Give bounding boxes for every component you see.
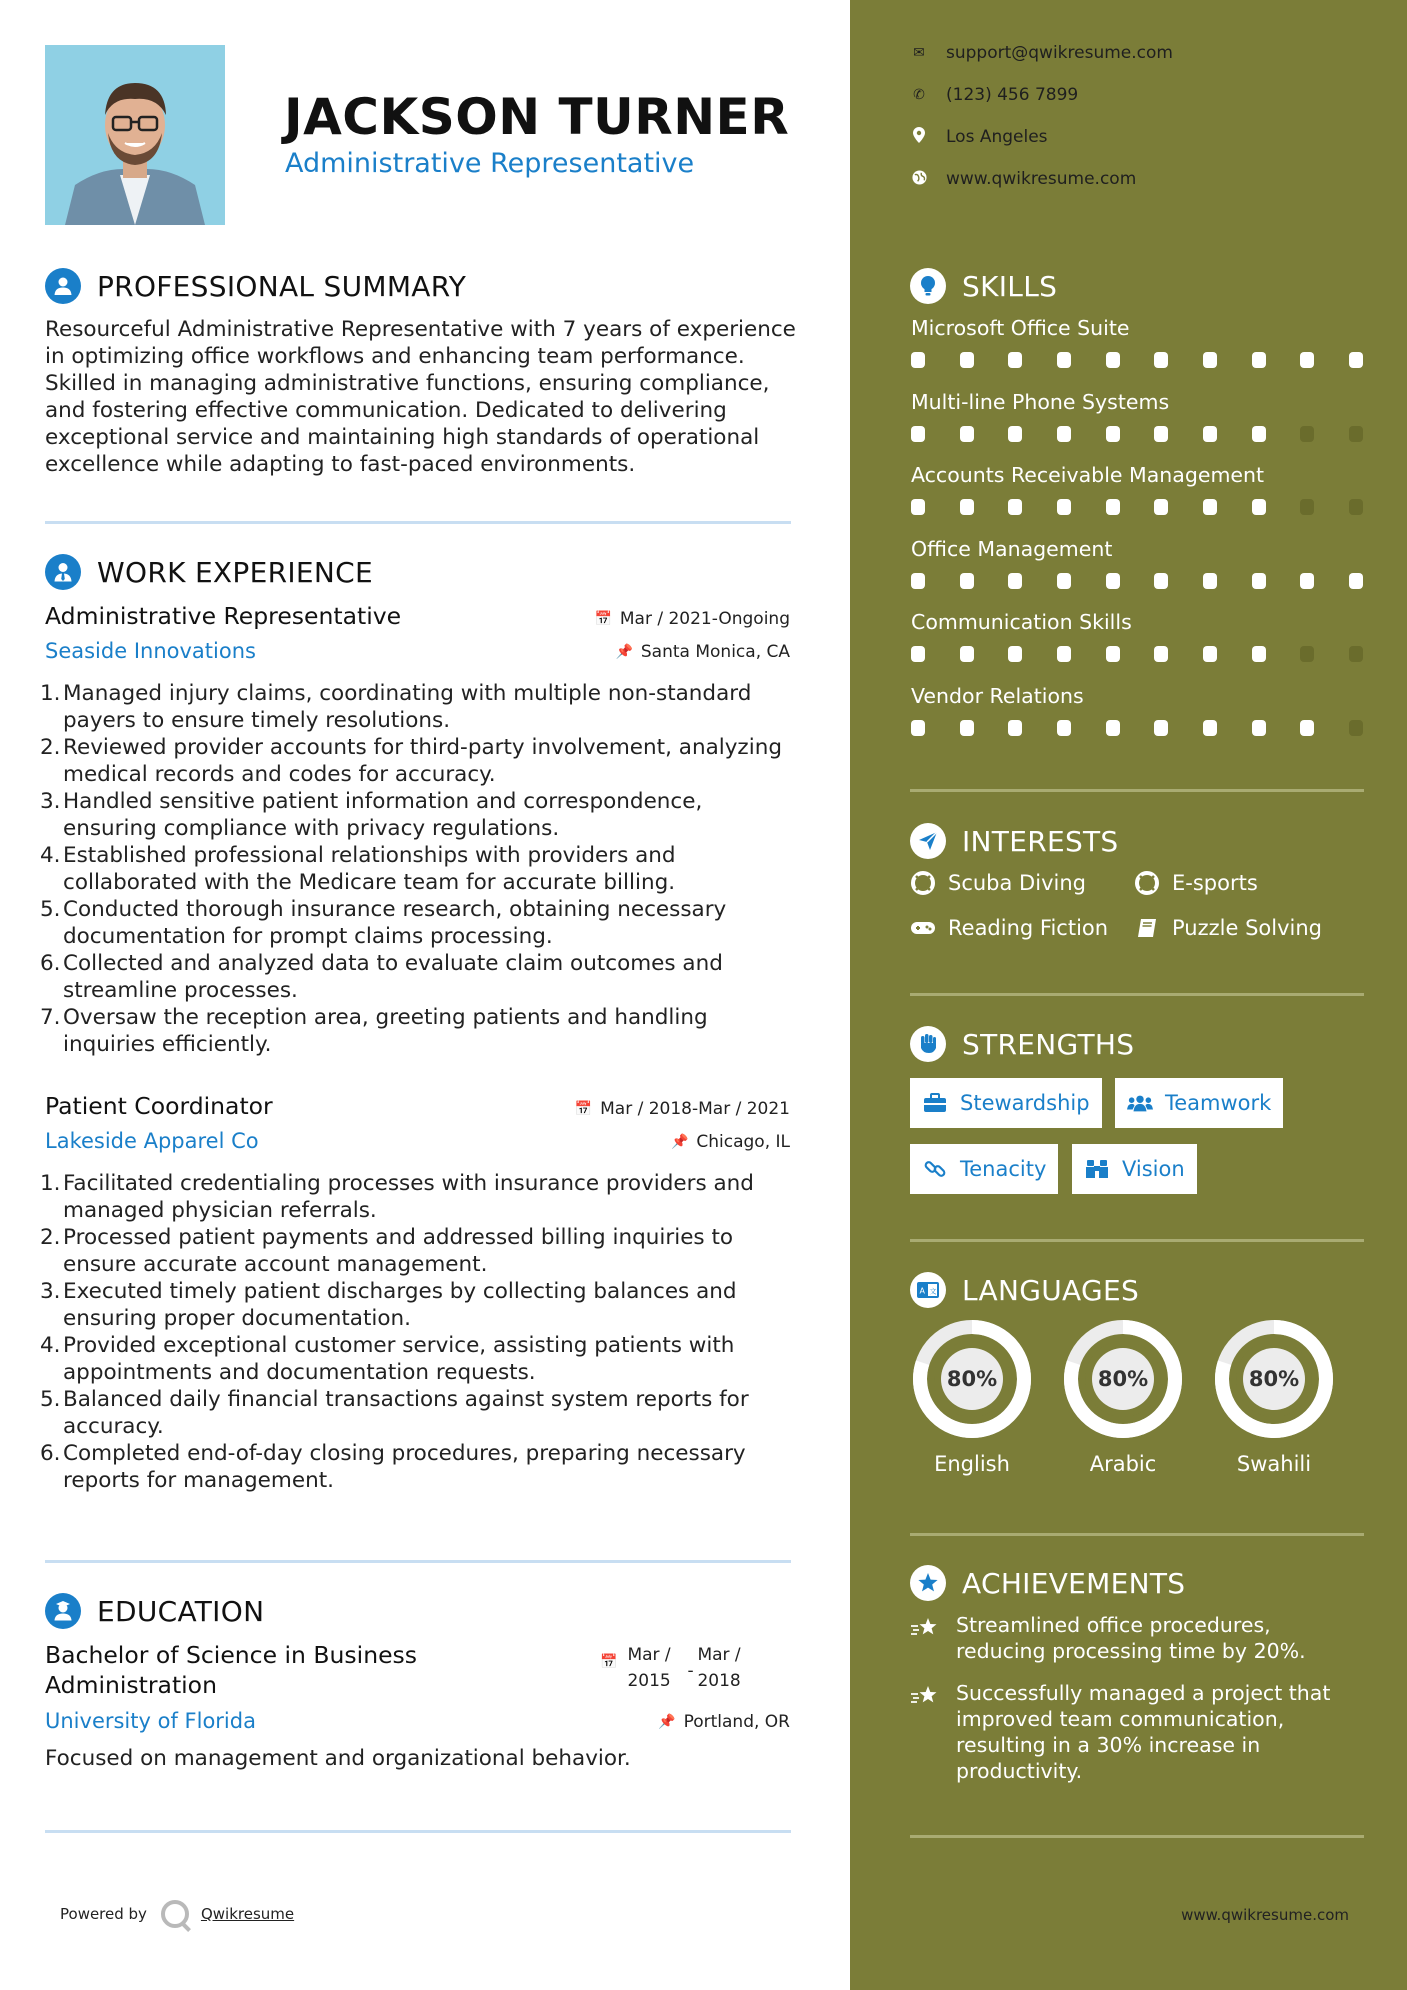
- interests-heading: INTERESTS: [910, 823, 1119, 859]
- rating-dot: [1057, 499, 1071, 515]
- list-item: 3. Handled sensitive patient information and correspondence, ensuring compliance with privacy regulations.: [40, 789, 703, 841]
- skill-name: Communication Skills: [911, 610, 1132, 634]
- life-ring-icon: [1134, 870, 1160, 896]
- user-icon: [45, 268, 81, 304]
- rating-dot: [1349, 573, 1363, 589]
- rating-dot: [1057, 720, 1071, 736]
- rating-dot: [1252, 426, 1266, 442]
- rating-dot: [1203, 499, 1217, 515]
- section-divider: [910, 1239, 1364, 1242]
- pin-icon: 📌: [615, 644, 633, 660]
- rating-dot: [1008, 573, 1022, 589]
- education-note: Focused on management and organizational behavior.: [45, 1746, 631, 1771]
- rating-dot: [1300, 720, 1314, 736]
- life-ring-icon: [910, 870, 936, 896]
- section-divider: [910, 993, 1364, 996]
- calendar-icon: 📅: [594, 611, 612, 627]
- language-progress-ring: [1212, 1317, 1336, 1441]
- job-title: Patient Coordinator: [45, 1092, 273, 1120]
- rating-dot: [1057, 573, 1071, 589]
- rating-dot: [1203, 426, 1217, 442]
- rating-dot: [1252, 720, 1266, 736]
- list-item: 5. Balanced daily financial transactions against system reports for accuracy.: [40, 1387, 749, 1439]
- strength-tenacity: Tenacity: [910, 1144, 1058, 1194]
- section-divider: [910, 789, 1364, 792]
- skill-name: Vendor Relations: [911, 683, 1084, 708]
- graduate-icon: [45, 1593, 81, 1629]
- school-name: University of Florida: [45, 1709, 256, 1733]
- rating-dot: [1349, 646, 1363, 662]
- language-percent: 80%: [946, 1367, 998, 1391]
- skill-rating: [911, 352, 1363, 368]
- rating-dot: [1203, 720, 1217, 736]
- rating-dot: [1106, 499, 1120, 515]
- candidate-title: Administrative Representative: [285, 148, 695, 179]
- rating-dot: [1106, 720, 1120, 736]
- calendar-icon: 📅: [600, 1654, 618, 1670]
- job-title: Administrative Representative: [45, 602, 402, 630]
- list-item: 2. Processed patient payments and addressed billing inquiries to ensure accurate account management.: [40, 1225, 734, 1277]
- education-heading: EDUCATION: [45, 1593, 264, 1629]
- rating-dot: [1106, 573, 1120, 589]
- rating-dot: [1349, 499, 1363, 515]
- rating-dot: [960, 426, 974, 442]
- skill-rating: [911, 499, 1363, 515]
- rating-dot: [960, 352, 974, 368]
- rating-dot: [1154, 426, 1168, 442]
- pin-icon: 📌: [670, 1134, 689, 1150]
- rating-dot: [1252, 646, 1266, 662]
- interest-reading-fiction: Reading Fiction: [910, 915, 1108, 941]
- summary-text: Resourceful Administrative Representative with 7 years of experience in optimizing office workflows and enhancing team performance. Skilled in managing administrative functions, ensuring compliance, and fostering effective communication. Dedicated to delivering exceptional service and maintaining high standards of operational excellence while adapting to fast-paced environments.: [45, 317, 796, 477]
- rating-dot: [1106, 646, 1120, 662]
- strength-vision: Vision: [1072, 1144, 1197, 1194]
- rating-dot: [1349, 352, 1363, 368]
- footer-website[interactable]: www.qwikresume.com: [1181, 1906, 1349, 1924]
- list-item: 6. Collected and analyzed data to evaluate claim outcomes and streamline processes.: [40, 951, 723, 1003]
- rating-dot: [1349, 720, 1363, 736]
- summary-heading: PROFESSIONAL SUMMARY: [45, 268, 466, 304]
- powered-by: Powered by Qwikresume: [60, 1900, 294, 1928]
- list-item: 4. Provided exceptional customer service, assisting patients with appointments and documentation requests.: [40, 1333, 735, 1385]
- rating-dot: [1300, 426, 1314, 442]
- rating-dot: [1300, 573, 1314, 589]
- section-divider: [45, 1560, 791, 1563]
- contact-location: Los Angeles: [910, 127, 1048, 147]
- rating-dot: [1008, 646, 1022, 662]
- achievements-heading: ACHIEVEMENTS: [910, 1565, 1185, 1601]
- interest-e-sports: E-sports: [1134, 870, 1258, 896]
- contact-email[interactable]: ✉ support@qwikresume.com: [910, 43, 1173, 63]
- envelope-icon: ✉: [913, 45, 925, 61]
- calendar-icon: 📅: [574, 1101, 593, 1117]
- strength-teamwork: Teamwork: [1115, 1078, 1283, 1128]
- shooting-star-icon: [910, 1612, 940, 1664]
- list-item: 1. Facilitated credentialing processes with insurance providers and managed physician referrals.: [40, 1171, 754, 1223]
- company-name: Lakeside Apparel Co: [45, 1129, 259, 1153]
- languages-heading: A 文 LANGUAGES: [910, 1272, 1139, 1308]
- translate-icon: [910, 1272, 946, 1308]
- list-item: 3. Executed timely patient discharges by collecting balances and ensuring proper documentation.: [40, 1279, 737, 1331]
- rating-dot: [1300, 352, 1314, 368]
- language-percent: 80%: [1248, 1367, 1300, 1391]
- paper-plane-icon: [910, 823, 946, 859]
- job-responsibilities: [40, 680, 800, 1058]
- rating-dot: [1106, 352, 1120, 368]
- rating-dot: [1057, 646, 1071, 662]
- map-pin-icon: [910, 127, 928, 147]
- rating-dot: [1154, 720, 1168, 736]
- qwikresume-link[interactable]: Qwikresume: [200, 1905, 295, 1923]
- language-percent: 80%: [1097, 1367, 1149, 1391]
- gamepad-icon: [910, 915, 936, 941]
- rating-dot: [911, 352, 925, 368]
- rating-dot: [911, 573, 925, 589]
- skills-heading: SKILLS: [910, 268, 1057, 304]
- education-location: 📌 Portland, OR: [658, 1712, 790, 1732]
- phone-icon: ✆: [913, 87, 925, 103]
- rating-dot: [911, 499, 925, 515]
- rating-dot: [1154, 646, 1168, 662]
- skill-rating: [911, 426, 1363, 442]
- profile-photo: [45, 45, 225, 225]
- globe-icon: [910, 170, 928, 189]
- interest-scuba-diving: Scuba Diving: [910, 870, 1086, 896]
- rating-dot: [1154, 573, 1168, 589]
- language-name: Arabic: [1089, 1452, 1157, 1476]
- pin-icon: 📌: [658, 1714, 676, 1730]
- rating-dot: [1203, 573, 1217, 589]
- section-divider: [45, 1830, 791, 1833]
- company-name: Seaside Innovations: [45, 639, 256, 663]
- job-location: 📌 Santa Monica, CA: [615, 642, 790, 662]
- binoculars-icon: [1084, 1158, 1110, 1180]
- rating-dot: [1300, 499, 1314, 515]
- language-name: Swahili: [1236, 1452, 1312, 1476]
- link-icon: [922, 1158, 948, 1180]
- skill-name: Accounts Receivable Management: [911, 463, 1265, 487]
- section-divider: [910, 1835, 1364, 1838]
- rating-dot: [1203, 352, 1217, 368]
- book-icon: [1134, 915, 1160, 941]
- skill-name: Microsoft Office Suite: [911, 316, 1130, 340]
- lightbulb-icon: [910, 268, 946, 304]
- rating-dot: [1154, 499, 1168, 515]
- shooting-star-icon: [910, 1680, 940, 1784]
- briefcase-icon: [922, 1092, 948, 1114]
- rating-dot: [1057, 426, 1071, 442]
- rating-dot: [911, 720, 925, 736]
- rating-dot: [911, 646, 925, 662]
- star-badge-icon: [910, 1565, 946, 1601]
- list-item: 4. Established professional relationships with providers and collaborated with the Medicare team for accurate billing.: [40, 843, 676, 895]
- rating-dot: [1057, 352, 1071, 368]
- rating-dot: [1252, 573, 1266, 589]
- rating-dot: [1106, 426, 1120, 442]
- user-tie-icon: [45, 554, 81, 590]
- qwikresume-logo-icon: [161, 1900, 189, 1928]
- language-name: English: [934, 1452, 1010, 1476]
- fist-icon: [910, 1026, 946, 1062]
- degree-line-2: Administration: [45, 1671, 217, 1699]
- language-progress-ring: [1061, 1317, 1185, 1441]
- rating-dot: [1008, 720, 1022, 736]
- list-item: 1. Managed injury claims, coordinating with multiple non-standard payers to ensure timely resolutions.: [40, 681, 752, 733]
- education-dates: 📅 Mar / 2015 - Mar / 2018: [600, 1642, 741, 1694]
- rating-dot: [960, 573, 974, 589]
- job-dates: 📅 Mar / 2018-Mar / 2021: [574, 1099, 790, 1119]
- job-dates: 📅 Mar / 2021-Ongoing: [594, 609, 790, 629]
- achievement-item: Successfully managed a project that improved team communication, resulting in a 30% increase in productivity.: [910, 1680, 1356, 1784]
- rating-dot: [1300, 646, 1314, 662]
- skill-name: Office Management: [911, 536, 1113, 561]
- achievement-item: Streamlined office procedures, reducing processing time by 20%.: [910, 1612, 1356, 1664]
- rating-dot: [1154, 352, 1168, 368]
- section-divider: [45, 521, 791, 524]
- svg-text:A: A: [919, 1286, 925, 1296]
- strengths-heading: STRENGTHS: [910, 1026, 1134, 1062]
- rating-dot: [1349, 426, 1363, 442]
- list-item: 2. Reviewed provider accounts for third-party involvement, analyzing medical records and codes for accuracy.: [40, 735, 782, 787]
- skill-name: Multi-line Phone Systems: [911, 389, 1170, 414]
- list-item: 5. Conducted thorough insurance research, obtaining necessary documentation for prompt claims processing.: [40, 897, 727, 949]
- section-divider: [910, 1533, 1364, 1536]
- svg-text:文: 文: [929, 1287, 937, 1296]
- rating-dot: [1008, 499, 1022, 515]
- rating-dot: [960, 499, 974, 515]
- strength-stewardship: Stewardship: [910, 1078, 1102, 1128]
- rating-dot: [911, 426, 925, 442]
- rating-dot: [1008, 426, 1022, 442]
- work-experience-heading: WORK EXPERIENCE: [45, 554, 373, 590]
- list-item: 6. Completed end-of-day closing procedures, preparing necessary reports for management.: [40, 1441, 746, 1493]
- degree-line-1: Bachelor of Science in Business: [45, 1641, 418, 1669]
- users-icon: [1127, 1092, 1153, 1114]
- skill-rating: [911, 646, 1363, 662]
- language-progress-ring: [910, 1317, 1034, 1441]
- rating-dot: [1008, 352, 1022, 368]
- contact-phone[interactable]: ✆ (123) 456 7899: [910, 85, 1078, 105]
- contact-website[interactable]: www.qwikresume.com: [910, 169, 1136, 189]
- rating-dot: [960, 646, 974, 662]
- rating-dot: [1252, 499, 1266, 515]
- rating-dot: [1252, 352, 1266, 368]
- list-item: 7. Oversaw the reception area, greeting patients and handling inquiries efficiently.: [40, 1005, 708, 1057]
- interest-puzzle-solving: Puzzle Solving: [1134, 915, 1322, 941]
- skill-rating: [911, 720, 1363, 736]
- candidate-name: JACKSON TURNER: [284, 88, 790, 146]
- job-responsibilities: [40, 1170, 800, 1494]
- skill-rating: [911, 573, 1363, 589]
- rating-dot: [1203, 646, 1217, 662]
- job-location: 📌 Chicago, IL: [670, 1132, 790, 1152]
- rating-dot: [960, 720, 974, 736]
